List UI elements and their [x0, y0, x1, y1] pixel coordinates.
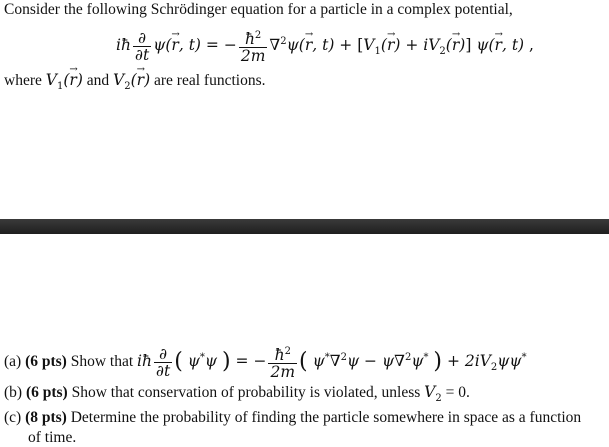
part-b: (b) (6 pts) Show that conservation of probability is violated, unless $V_2 = 0$. [4, 383, 470, 404]
part-a: (a) (6 pts) Show that iħ $\frac{\partial}{\partial t}$ ( ψ*ψ ) = − $\frac{ħ^2}{2m}$ ( ψ*∇$^2$ψ − ψ∇$^2$ψ* ) + $2iV_2\psi\psi^*$ [4, 344, 527, 381]
problem-intro: Consider the following Schrödinger equation for a particle in a complex potential, [4, 1, 513, 18]
part-c-continued: of time. [28, 429, 77, 446]
part-c: (c) (8 pts) Determine the probability of finding the particle somewhere in space as a function [4, 409, 582, 426]
where-line: where $V_1(\to r)$ and $V_2(\to r)$ are real functions. [4, 71, 265, 96]
page-divider [0, 219, 609, 234]
schrodinger-equation: iħ $\frac{\partial}{\partial t}$ ψ(→ r, t) = − $\frac{ħ^2}{2m}$ ∇$^2$ψ(→ r, $t) + [V_1(\to r) + iV_2(\to r)]$ ψ(→ r, t) , [116, 28, 534, 64]
